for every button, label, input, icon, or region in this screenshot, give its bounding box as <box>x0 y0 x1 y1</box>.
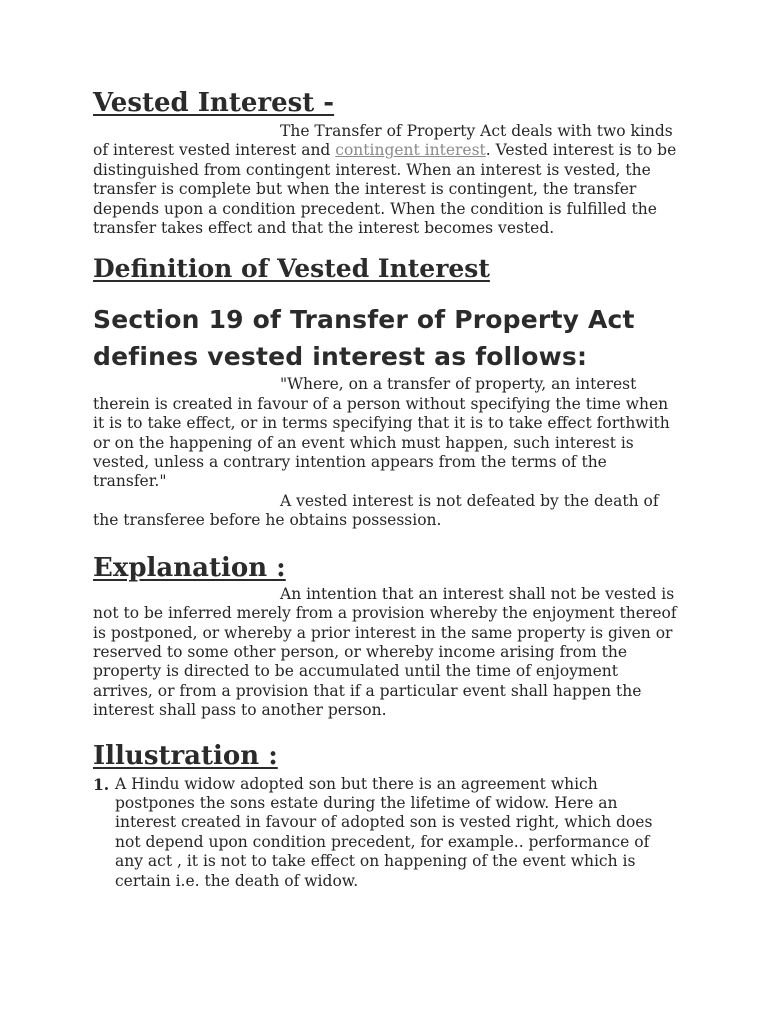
illustration-list <box>93 775 678 891</box>
contingent-interest-link[interactable]: contingent interest <box>335 141 486 160</box>
explanation-paragraph: An intention that an interest shall not be vested is not to be inferred merely from a provision whereby the enjoyment thereof is postponed, or whereby a prior interest in the same property is given or reserved to some other person, or whereby income arising from the property is directed to be accumulated until the time of enjoyment arrives, or from a provision that if a particular event shall happen the interest shall pass to another person. <box>93 584 677 720</box>
vested-text-after-link: . Vested interest is to be distinguished from contingent interest. When an interest is vested, the transfer is complete but when the interest is contingent, the transfer depends upon a condition precedent. When the condition is fulfilled the transfer takes effect and that the interest becomes vested. <box>93 141 677 238</box>
document-page <box>93 86 678 891</box>
section-19-quote: "Where, on a transfer of property, an interest therein is created in favour of a person without specifying the time when it is to take effect, or in terms specifying that it is to take effect forthwith or on the happening of an event which must happen, such interest is vested, unless a contrary intention appears from the terms of the transfer." <box>93 375 670 491</box>
heading-section-19: Section 19 of Transfer of Property Act defines vested interest as follows: <box>93 305 635 372</box>
section-19-note: A vested interest is not defeated by the death of the transferee before he obtains possession. <box>93 491 659 530</box>
list-item-number: 1. <box>93 774 110 794</box>
heading-definition: Definition of Vested Interest <box>93 254 490 284</box>
heading-vested-interest: Vested Interest - <box>93 88 335 118</box>
heading-explanation: Explanation : <box>93 552 286 583</box>
vested-text-before-link: The Transfer of Property Act deals with two kinds of interest vested interest and <box>93 122 673 160</box>
vested-interest-paragraph <box>93 122 678 238</box>
list-item <box>93 775 678 891</box>
heading-illustration: Illustration : <box>93 740 278 771</box>
list-item-text: A Hindu widow adopted son but there is an agreement which postpones the sons estate during the lifetime of widow. Here an interest created in favour of adopted son is vested right, which does not depend upon condition precedent, for example.. performance of any act , it is not to take effect on happening of the event which is certain i.e. the death of widow. <box>115 774 653 890</box>
